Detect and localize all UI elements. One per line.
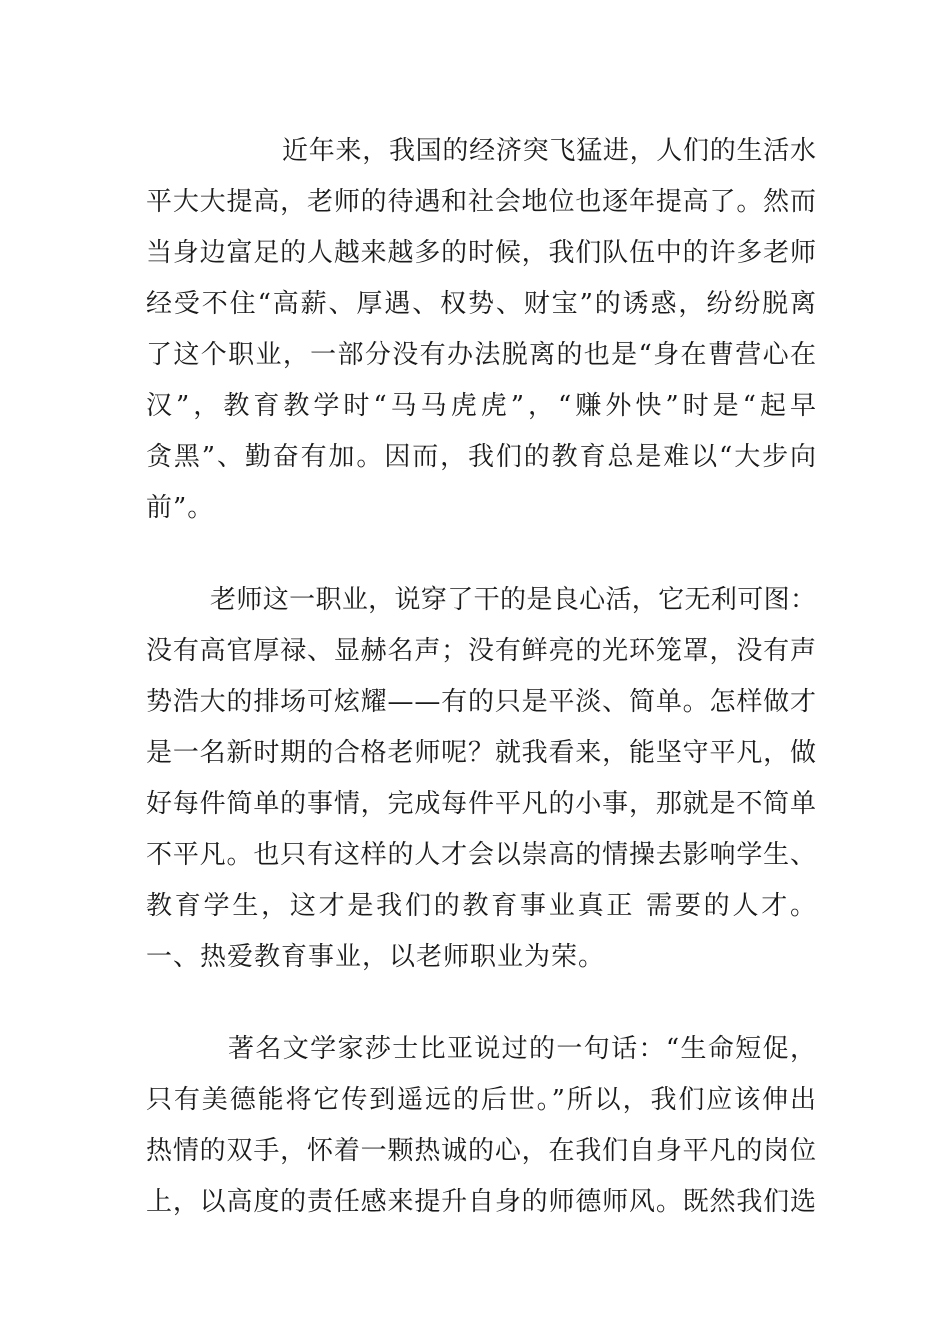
text-line: 汉”，教育教学时“马马虎虎”，“赚外快”时是“起早 [146, 391, 820, 421]
text-line: 一、热爱教育事业，以老师职业为荣。 [146, 942, 606, 972]
paragraph-1 [146, 126, 820, 534]
text-line: 没有高官厚禄、显赫名声；没有鲜亮的光环笼罩，没有声 [146, 636, 817, 666]
text-line: 近年来，我国的经济突飞猛进，人们的生活水 [282, 136, 817, 166]
text-line: 势浩大的排场可炫耀——有的只是平淡、简单。怎样做才 [146, 687, 817, 717]
text-line: 平大大提高，老师的待遇和社会地位也逐年提高了。然而 [146, 187, 817, 217]
text-line: 经受不住“高薪、厚遇、权势、财宝”的诱惑，纷纷脱离 [146, 289, 818, 319]
text-line: 前”。 [146, 493, 215, 523]
text-line: 是一名新时期的合格老师呢？就我看来，能坚守平凡，做 [146, 738, 817, 768]
text-line: 著名文学家莎士比亚说过的一句话：“生命短促， [228, 1034, 818, 1064]
text-line: 当身边富足的人越来越多的时候，我们队伍中的许多老师 [146, 238, 817, 268]
text-line: 老师这一职业，说穿了干的是良心活，它无利可图： [210, 585, 817, 615]
text-line: 教育学生，这才是我们的教育事业真正 需要的人才。 [146, 891, 819, 921]
text-line: 热情的双手，怀着一颗热诚的心，在我们自身平凡的岗位 [146, 1136, 817, 1166]
text-line: 只有美德能将它传到遥远的后世。”所以，我们应该伸出 [146, 1085, 818, 1115]
text-line: 不平凡。也只有这样的人才会以崇高的情操去影响学生、 [146, 840, 817, 870]
paragraph-2 [146, 575, 819, 983]
text-line: 好每件简单的事情，完成每件平凡的小事，那就是不简单 [146, 789, 817, 819]
text-line: 了这个职业，一部分没有办法脱离的也是“身在曹营心在 [146, 340, 818, 370]
text-line: 贪黑”、勤奋有加。因而，我们的教育总是难以“大步向 [146, 442, 818, 472]
text-line: 上，以高度的责任感来提升自身的师德师风。既然我们选 [146, 1187, 817, 1217]
paragraph-3 [146, 1024, 816, 1228]
